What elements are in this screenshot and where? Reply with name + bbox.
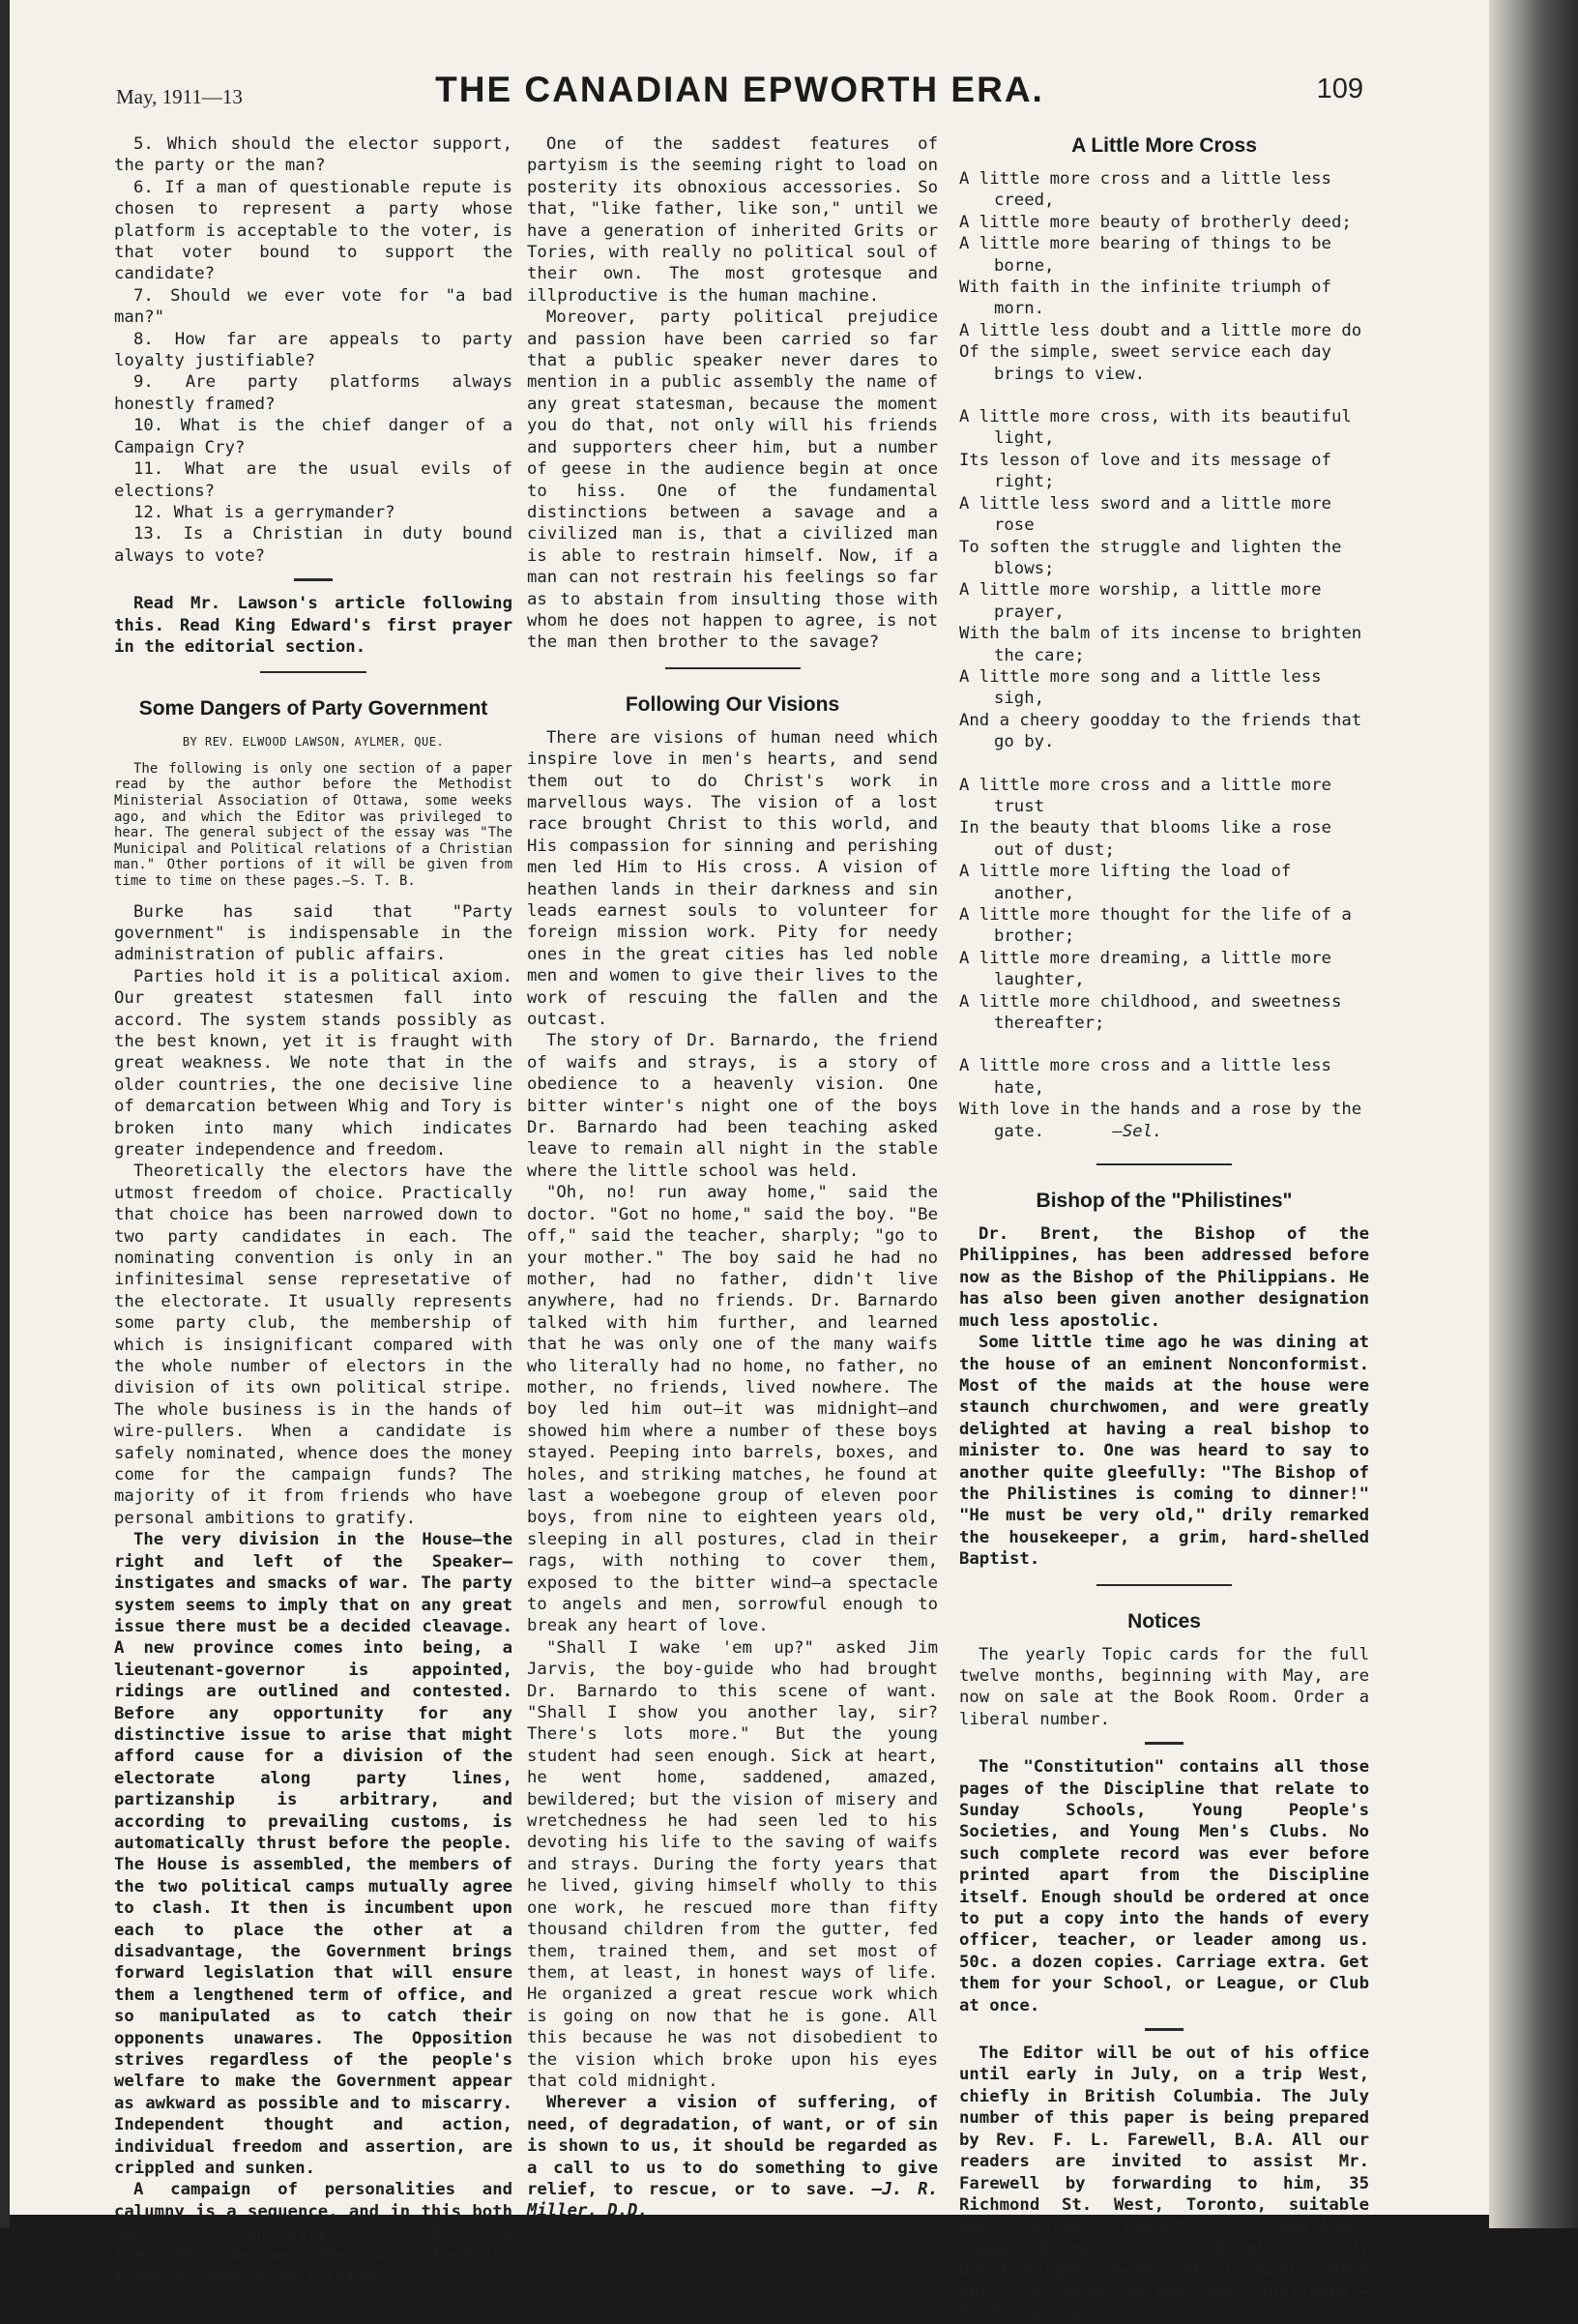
paragraph: A campaign of personalities and calumny is a sequence, and in this both parties strenuously vie. It too frequently becomes the sole stock-in-trade of many a politician. <box>114 2180 512 2287</box>
notice-text: The Editor will be out of his office until early in July, on a trip West, chiefly in British Columbia. The July number of this paper is being prepared by Rev. F. L. Farewell, B.A. All our readers are invited to assist Mr. Farewell by forwarding to him, 35 Richmond St. West, Toronto, suitable news notes, reports of meetings, suggested methods, tried plans, and, don't forget it— <box>959 2044 1369 2280</box>
divider <box>1145 1742 1184 1745</box>
question-item: 11. What are the usual evils of elections? <box>114 459 512 501</box>
poem-line <box>959 1099 1369 1142</box>
scan-edge <box>0 0 10 2228</box>
poem-line: A little more cross and a little more trust <box>959 775 1331 816</box>
poem-line: A little more beauty of brotherly deed; <box>959 212 1352 232</box>
column-left <box>114 133 512 2288</box>
read-note: Read Mr. Lawson's article following this. Read King Edward's first prayer in the editorial section. <box>114 594 512 657</box>
stanza <box>959 775 1369 1035</box>
poem-line: A little more lifting the load of another, <box>959 862 1292 903</box>
question-item: 9. Are party platforms always honestly framed? <box>114 372 512 414</box>
paragraph: Theoretically the electors have the utmost freedom of choice. Practically that choice has been narrowed down to two party candidates in each. The nominating convention is only in an infinitesimal sense represetative of the electorate. It usually represents some party club, the membership of which is insignificant compared with the whole number of electors in the division of its own political stripe. The whole business is in the hands of wire-pullers. When a candidate is safely nominated, whence does the money come for the campaign funds? The majority of it from friends who have personal ambitions to gratify. <box>114 1162 512 1528</box>
magazine-title: THE CANADIAN EPWORTH ERA. <box>435 70 1044 109</box>
paragraph: The very division in the House—the right and left of the Speaker—instigates and smacks of war. The party system seems to imply that on any great issue there must be a decided cleavage. A new province comes into being, a lieutenant-governor is appointed, ridings are outlined and contested. Before any opportunity for any distinctive issue to arise that might afford cause for a division of the electorate along party lines, partizanship is arbitrary, and according to prevailing customs, is automatically thrust before the people. The House is assembled, the members of the two political camps mutually agree to clash. It then is incumbent upon each to place the other at a disadvantage, the Government brings forward legislation that will ensure them a lengthened term of office, and so manipulated as to catch their opponents unawares. The Opposition strives regardless of the people's welfare to make the Government appear as awkward as possible and to miscarry. Independent thought and action, individual freedom and assertion, are crippled and sunken. <box>114 1530 512 2179</box>
question-item: 8. How far are appeals to party loyalty justifiable? <box>114 329 512 371</box>
closing-text: Wherever a vision of suffering, of need, of degradation, of want, or of sin is shown to us, it should be regarded as a call to us to do something to give relief, to rescue, or to save. <box>527 2093 938 2199</box>
poem-line: A little less sword and a little more rose <box>959 493 1331 536</box>
page-header <box>116 70 1363 118</box>
poem-line: A little more cross and a little less hate, <box>959 1056 1331 1098</box>
signature: —S. T. Bartlett. <box>959 2281 1369 2323</box>
paragraph: "Oh, no! run away home," said the doctor. "Got no home," said the boy. "Be off," said the teacher, sharply; "go to your mother." The boy said he had no mother, had no father, didn't live anywhere, had no friends. Dr. Barnardo talked with him further, and learned that he was only one of the many waifs who literally had no home, no father, no mother, no friends, lived nowhere. The boy led him out—it was midnight—and showed him where a number of these boys stayed. Peeping into barrels, boxes, and holes, and striking matches, he found at last a woebegone group of eleven poor boys, from nine to eighteen years old, sleeping in all postures, clad in their rags, with nothing to cover them, exposed to the bitter wind—a spectacle to angels and men, sorrowful enough to break any heart of love. <box>527 1183 938 1636</box>
poem-line: A little more dreaming, a little more laughter, <box>959 948 1331 990</box>
poem-line: A little more worship, a little more prayer, <box>959 580 1322 622</box>
notice-item: The "Constitution" contains all those pages of the Discipline that relate to Sunday Schools, Young People's Societies, and Young Men's Clubs. No such complete record was ever before printed apart from the Discipline itself. Enough should be ordered at once to put a copy into the hands of every officer, teacher, or leader among us. 50c. a dozen copies. Carriage extra. Get them for your School, or League, or Club at once. <box>959 1757 1369 2015</box>
paragraph: There are visions of human need which inspire love in men's hearts, and send them out to do Christ's work in marvellous ways. The vision of a lost race brought Christ to this world, and His compassion for sinning and perishing men led Him to His cross. A vision of heathen lands in their darkness and sin leads earnest souls to volunteer for foreign mission work. Pity for needy ones in the great cities has led noble men and women to give their lives to the work of rescuing the fallen and the outcast. <box>527 727 938 1030</box>
question-item: 13. Is a Christian in duty bound always to vote? <box>114 524 512 566</box>
question-item: 6. If a man of questionable repute is chosen to represent a party whose platform is acceptable to the voter, is that voter bound to support the candidate? <box>114 177 512 284</box>
poem-title: A Little More Cross <box>1071 134 1257 157</box>
divider <box>665 667 801 669</box>
poem-signature: —Sel. <box>1112 1121 1163 1141</box>
article-title-party-government: Some Dangers of Party Government <box>138 697 488 721</box>
question-item: 7. Should we ever vote for "a bad man?" <box>114 285 512 328</box>
column-right <box>959 133 1369 2324</box>
poem-line-text: With love in the hands and a rose by the gate. <box>959 1100 1362 1141</box>
article-title-bishop: Bishop of the "Philistines" <box>1036 1190 1293 1213</box>
divider <box>1096 1163 1232 1165</box>
stanza <box>959 168 1369 385</box>
article-intro: The following is only one section of a paper read by the author before the Methodist Ministerial Association of Ottawa, some weeks ago, and which the Editor was privileged to hear. The general subject of the essay was "The Municipal and Political relations of a Christian man." Other portions of it will be given from time to time on these pages.—S. T. B. <box>114 760 512 889</box>
poem-line: Of the simple, sweet service each day brings to view. <box>959 342 1331 384</box>
poem-line: To soften the struggle and lighten the blows; <box>959 537 1342 578</box>
column-middle <box>527 133 938 2222</box>
page-number: 109 <box>1316 74 1363 104</box>
notice-item <box>959 2043 1369 2324</box>
byline: BY REV. ELWOOD LAWSON, AYLMER, QUE. <box>182 735 445 750</box>
divider <box>260 671 366 673</box>
poem <box>959 168 1369 1142</box>
stanza <box>959 406 1369 753</box>
poem-line: A little more cross and a little less creed, <box>959 169 1331 211</box>
question-item: 10. What is the chief danger of a Campaign Cry? <box>114 416 512 457</box>
poem-line: With the balm of its incense to brighten the care; <box>959 624 1362 665</box>
issue-date: May, 1911—13 <box>116 85 243 108</box>
stanza <box>959 1055 1369 1142</box>
question-item: 12. What is a gerrymander? <box>133 502 395 522</box>
notice-emphasis: new subscriptions. <box>1128 2260 1315 2280</box>
paragraph <box>527 2092 938 2221</box>
divider <box>1145 2028 1184 2031</box>
poem-line: A little more cross, with its beautiful light, <box>959 407 1352 449</box>
poem-line: Its lesson of love and its message of right; <box>959 450 1331 492</box>
signature: —J. R. Miller, D.D. <box>527 2179 938 2221</box>
paragraph: Dr. Brent, the Bishop of the Philippines, has been addressed before now as the Bishop of the Philippians. He has also been given another designation much less apostolic. <box>959 1224 1369 1331</box>
paragraph: Parties hold it is a political axiom. Our greatest statesmen fall into accord. The system stands possibly as the best known, yet it is fraught with great weakness. We note that in the older countries, the one decisive line of demarcation between Whig and Tory is broken into many which indicates greater independence and freedom. <box>114 966 512 1160</box>
divider <box>1096 1584 1232 1586</box>
paragraph: Moreover, party political prejudice and passion have been carried so far that a public speaker never dares to mention in a public assembly the name of any great statesman, because the moment you do that, not only will his friends and supporters cheer him, but a number of geese in the audience begin at once to hiss. One of the fundamental distinctions between a savage and a civilized man is, that a civilized man is able to restrain himself. Now, if a man can not restrain his feelings so far as to abstain from insulting those with whom he does not happen to agree, is not the man then brother to the savage? <box>527 308 938 653</box>
paragraph: One of the saddest features of partyism is the seeming right to load on posterity its obnoxious accessories. So that, "like father, like son," until we have a generation of inherited Grits or Tories, with really no political soul of their own. The most grotesque and illproductive is the human machine. <box>527 134 938 306</box>
poem-line: A little more song and a little less sigh, <box>959 666 1322 709</box>
notices-title: Notices <box>1127 1609 1201 1633</box>
poem-line: A little more bearing of things to be borne, <box>959 234 1331 276</box>
poem-line: With faith in the infinite triumph of morn. <box>959 278 1331 319</box>
divider <box>294 578 333 581</box>
poem-line: A little less doubt and a little more do <box>959 320 1362 340</box>
poem-line: In the beauty that blooms like a rose out of dust; <box>959 818 1331 860</box>
paragraph: Burke has said that "Party government" is indispensable in the administration of public affairs. <box>114 901 512 965</box>
poem-line: And a cheery goodday to the friends that go by. <box>959 710 1362 752</box>
poem-line: A little more thought for the life of a brother; <box>959 905 1352 947</box>
notice-item: The yearly Topic cards for the full twelve months, beginning with May, are now on sale at the Book Room. Order a liberal number. <box>959 1644 1369 1729</box>
notice-text-end: Make the July issue the best ever published. <box>959 2260 1369 2302</box>
paragraph: "Shall I wake 'em up?" asked Jim Jarvis, the boy-guide who had brought Dr. Barnardo to this scene of want. "Shall I show you another lay, sir? There's lots more." But the young student had seen enough. Sick at heart, he went home, saddened, amazed, bewildered; but the vision of misery and wretchedness he had seen led to his devoting his life to the saving of waifs and strays. During the forty years that he lived, giving himself wholly to this one work, he rescued more than fifty thousand children from the gutter, fed them, trained them, and set most of them, at least, in honest ways of life. He organized a great rescue work which is going on now that he is gone. All this because he was not disobedient to the vision which broke upon his eyes that cold midnight. <box>527 1637 938 2091</box>
paragraph: Some little time ago he was dining at the house of an eminent Nonconformist. Most of the maids at the house were staunch churchwomen, and were greatly delighted at having a real bishop to minister to. One was heard to say to another quite gleefully: "The Bishop of the Philistines is coming to dinner!" "He must be very old," drily remarked the housekeeper, a grim, hard-shelled Baptist. <box>959 1333 1369 1570</box>
poem-line: A little more childhood, and sweetness thereafter; <box>959 991 1342 1034</box>
article-title-visions: Following Our Visions <box>625 692 840 716</box>
paragraph: The story of Dr. Barnardo, the friend of waifs and strays, is a story of obedience to a heavenly vision. One bitter winter's night one of the boys Dr. Barnardo had been teaching asked leave to remain all night in the stable where the little school was held. <box>527 1031 938 1181</box>
book-binding-edge <box>1489 0 1578 2228</box>
question-item: 5. Which should the elector support, the party or the man? <box>114 134 512 176</box>
